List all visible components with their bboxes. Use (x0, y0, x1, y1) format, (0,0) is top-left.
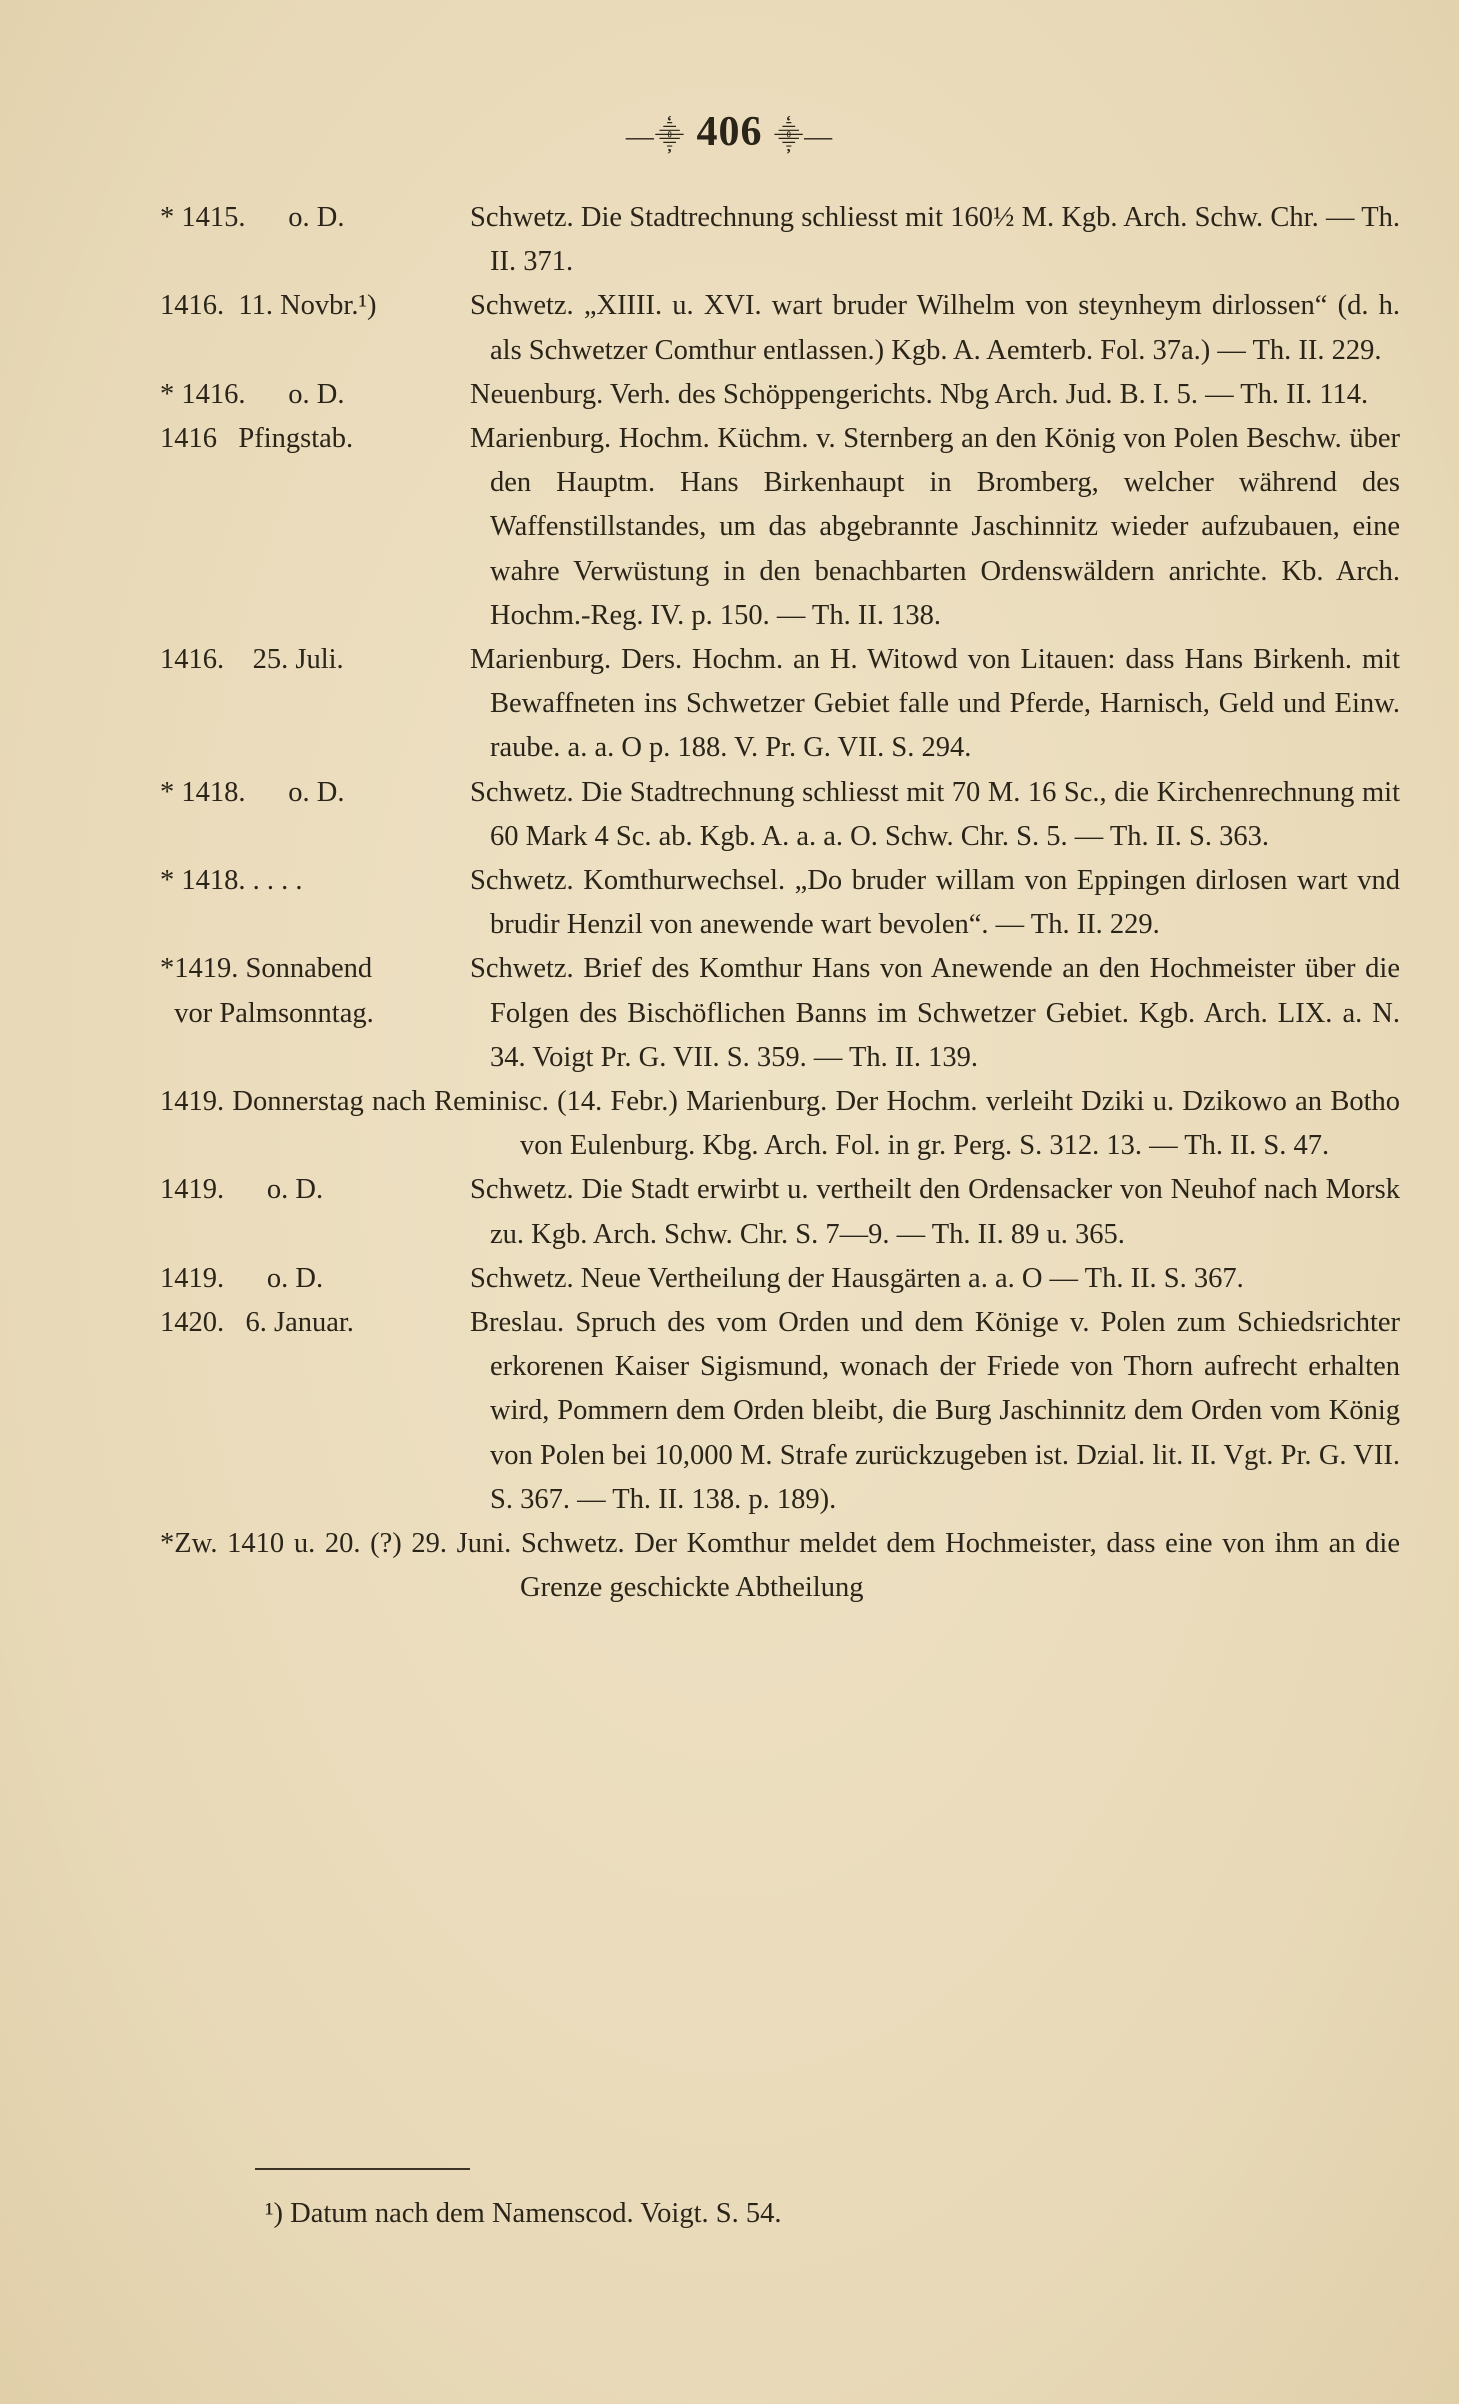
entry-text: Schwetz. Neue Vertheilung der Hausgärten a. a. O — Th. II. S. 367. (470, 1262, 1244, 1294)
entry-text: Schwetz. Die Stadtrechnung schliesst mit 160½ M. Kgb. Arch. Schw. Chr. — Th. II. 371. (470, 202, 1400, 278)
entry-text: *Zw. 1410 u. 20. (?) 29. Juni. Schwetz. Der Komthur meldet dem Hochmeister, dass eine von ihm an die Grenze geschickte Abtheilung (160, 1528, 1400, 1604)
entry-text: 1419. Donnerstag nach Reminisc. (14. Febr.) Marienburg. Der Hochm. verleiht Dziki u. Dzikowo an Botho von Eulenburg. Kbg. Arch. Fol. in gr. Perg. S. 312. 13. — Th. II. S. 47. (160, 1086, 1400, 1162)
entry-text: Neuenburg. Verh. des Schöppengerichts. Nbg Arch. Jud. B. I. 5. — Th. II. 114. (470, 378, 1369, 410)
chronicle-entry (160, 947, 1400, 1080)
page-number-value: 406 (696, 109, 763, 155)
entry-text: Schwetz. Komthurwechsel. „Do bruder willam von Eppingen dirlosen wart vnd brudir Henzil von anewende wart bevolen“. — Th. II. 229. (470, 865, 1400, 941)
entry-date: 1416. 25. Juli. (160, 644, 344, 676)
entry-date: * 1416. o. D. (160, 378, 345, 410)
entry-date: 1419. o. D. (160, 1262, 324, 1294)
chronicle-entries (160, 196, 1400, 1611)
entry-text: Breslau. Spruch des vom Orden und dem Könige v. Polen zum Schiedsrichter erkorenen Kaiser Sigismund, wonach der Friede von Thorn aufrecht erhalten wird, Pommern dem Orden bleibt, die Burg Jaschinnitz dem Orden vom König von Polen bei 10,000 M. Strafe zurückzugeben ist. Dzial. lit. II. Vgt. Pr. G. VII. S. 367. — Th. II. 138. p. 189). (470, 1307, 1400, 1515)
entry-text: Marienburg. Hochm. Küchm. v. Sternberg an den König von Polen Beschw. über den Hauptm. Hans Birkenhaupt in Bromberg, welcher während des Waffenstillstandes, um das abgebrannte Jaschinnitz wieder aufzubauen, eine wahre Verwüstung in den benachbarten Ordenswäldern anrichte. Kb. Arch. Hochm.-Reg. IV. p. 150. — Th. II. 138. (470, 423, 1400, 631)
chronicle-entry (160, 1257, 1400, 1301)
chronicle-entry (160, 373, 1400, 417)
entry-date: * 1415. o. D. (160, 202, 345, 233)
entry-text: Schwetz. „XIIII. u. XVI. wart bruder Wilhelm von steynheym dirlossen“ (d. h. als Schwetzer Comthur entlassen.) Kgb. A. Aemterb. Fol. 37a.) — Th. II. 229. (470, 290, 1400, 366)
footnote: ¹) Datum nach dem Namenscod. Voigt. S. 54. (265, 2198, 782, 2229)
ornament-left: —⸎ (625, 121, 685, 153)
entry-date: * 1418. . . . . (160, 865, 303, 897)
entry-date: *1419. Sonnabend vor Palmsonntag. (160, 953, 374, 1029)
entry-date: 1416. 11. Novbr.¹) (160, 290, 377, 322)
footnote-rule (255, 2168, 470, 2170)
chronicle-entry (160, 284, 1400, 372)
entry-date: 1416 Pfingstab. (160, 423, 354, 455)
entry-date: * 1418. o. D. (160, 776, 345, 808)
chronicle-entry (160, 771, 1400, 859)
chronicle-entry (160, 196, 1400, 284)
entry-text: Schwetz. Brief des Komthur Hans von Anewende an den Hochmeister über die Folgen des Bischöflichen Banns im Schwetzer Gebiet. Kgb. Arch. LIX. a. N. 34. Voigt Pr. G. VII. S. 359. — Th. II. 139. (470, 953, 1400, 1073)
entry-text: Schwetz. Die Stadtrechnung schliesst mit 70 M. 16 Sc., die Kirchenrechnung mit 60 Mark 4 Sc. ab. Kgb. A. a. a. O. Schw. Chr. S. 5. — Th. II. S. 363. (470, 776, 1400, 852)
page-number (0, 108, 1459, 156)
entry-date: 1420. 6. Januar. (160, 1307, 354, 1339)
entry-text: Schwetz. Die Stadt erwirbt u. vertheilt den Ordensacker von Neuhof nach Morsk zu. Kgb. Arch. Schw. Chr. S. 7—9. — Th. II. 89 u. 365. (470, 1174, 1400, 1250)
chronicle-entry (160, 1168, 1400, 1256)
chronicle-entry (160, 638, 1400, 771)
entry-date: 1419. o. D. (160, 1174, 324, 1206)
chronicle-entry (160, 1522, 1400, 1610)
ornament-right: ⸎— (774, 121, 834, 153)
chronicle-entry (160, 859, 1400, 947)
entry-text: Marienburg. Ders. Hochm. an H. Witowd von Litauen: dass Hans Birkenh. mit Bewaffneten ins Schwetzer Gebiet falle und Pferde, Harnisch, Geld und Einw. raube. a. a. O p. 188. V. Pr. G. VII. S. 294. (470, 644, 1400, 764)
chronicle-entry (160, 1080, 1400, 1168)
chronicle-entry (160, 1301, 1400, 1522)
chronicle-entry (160, 417, 1400, 638)
